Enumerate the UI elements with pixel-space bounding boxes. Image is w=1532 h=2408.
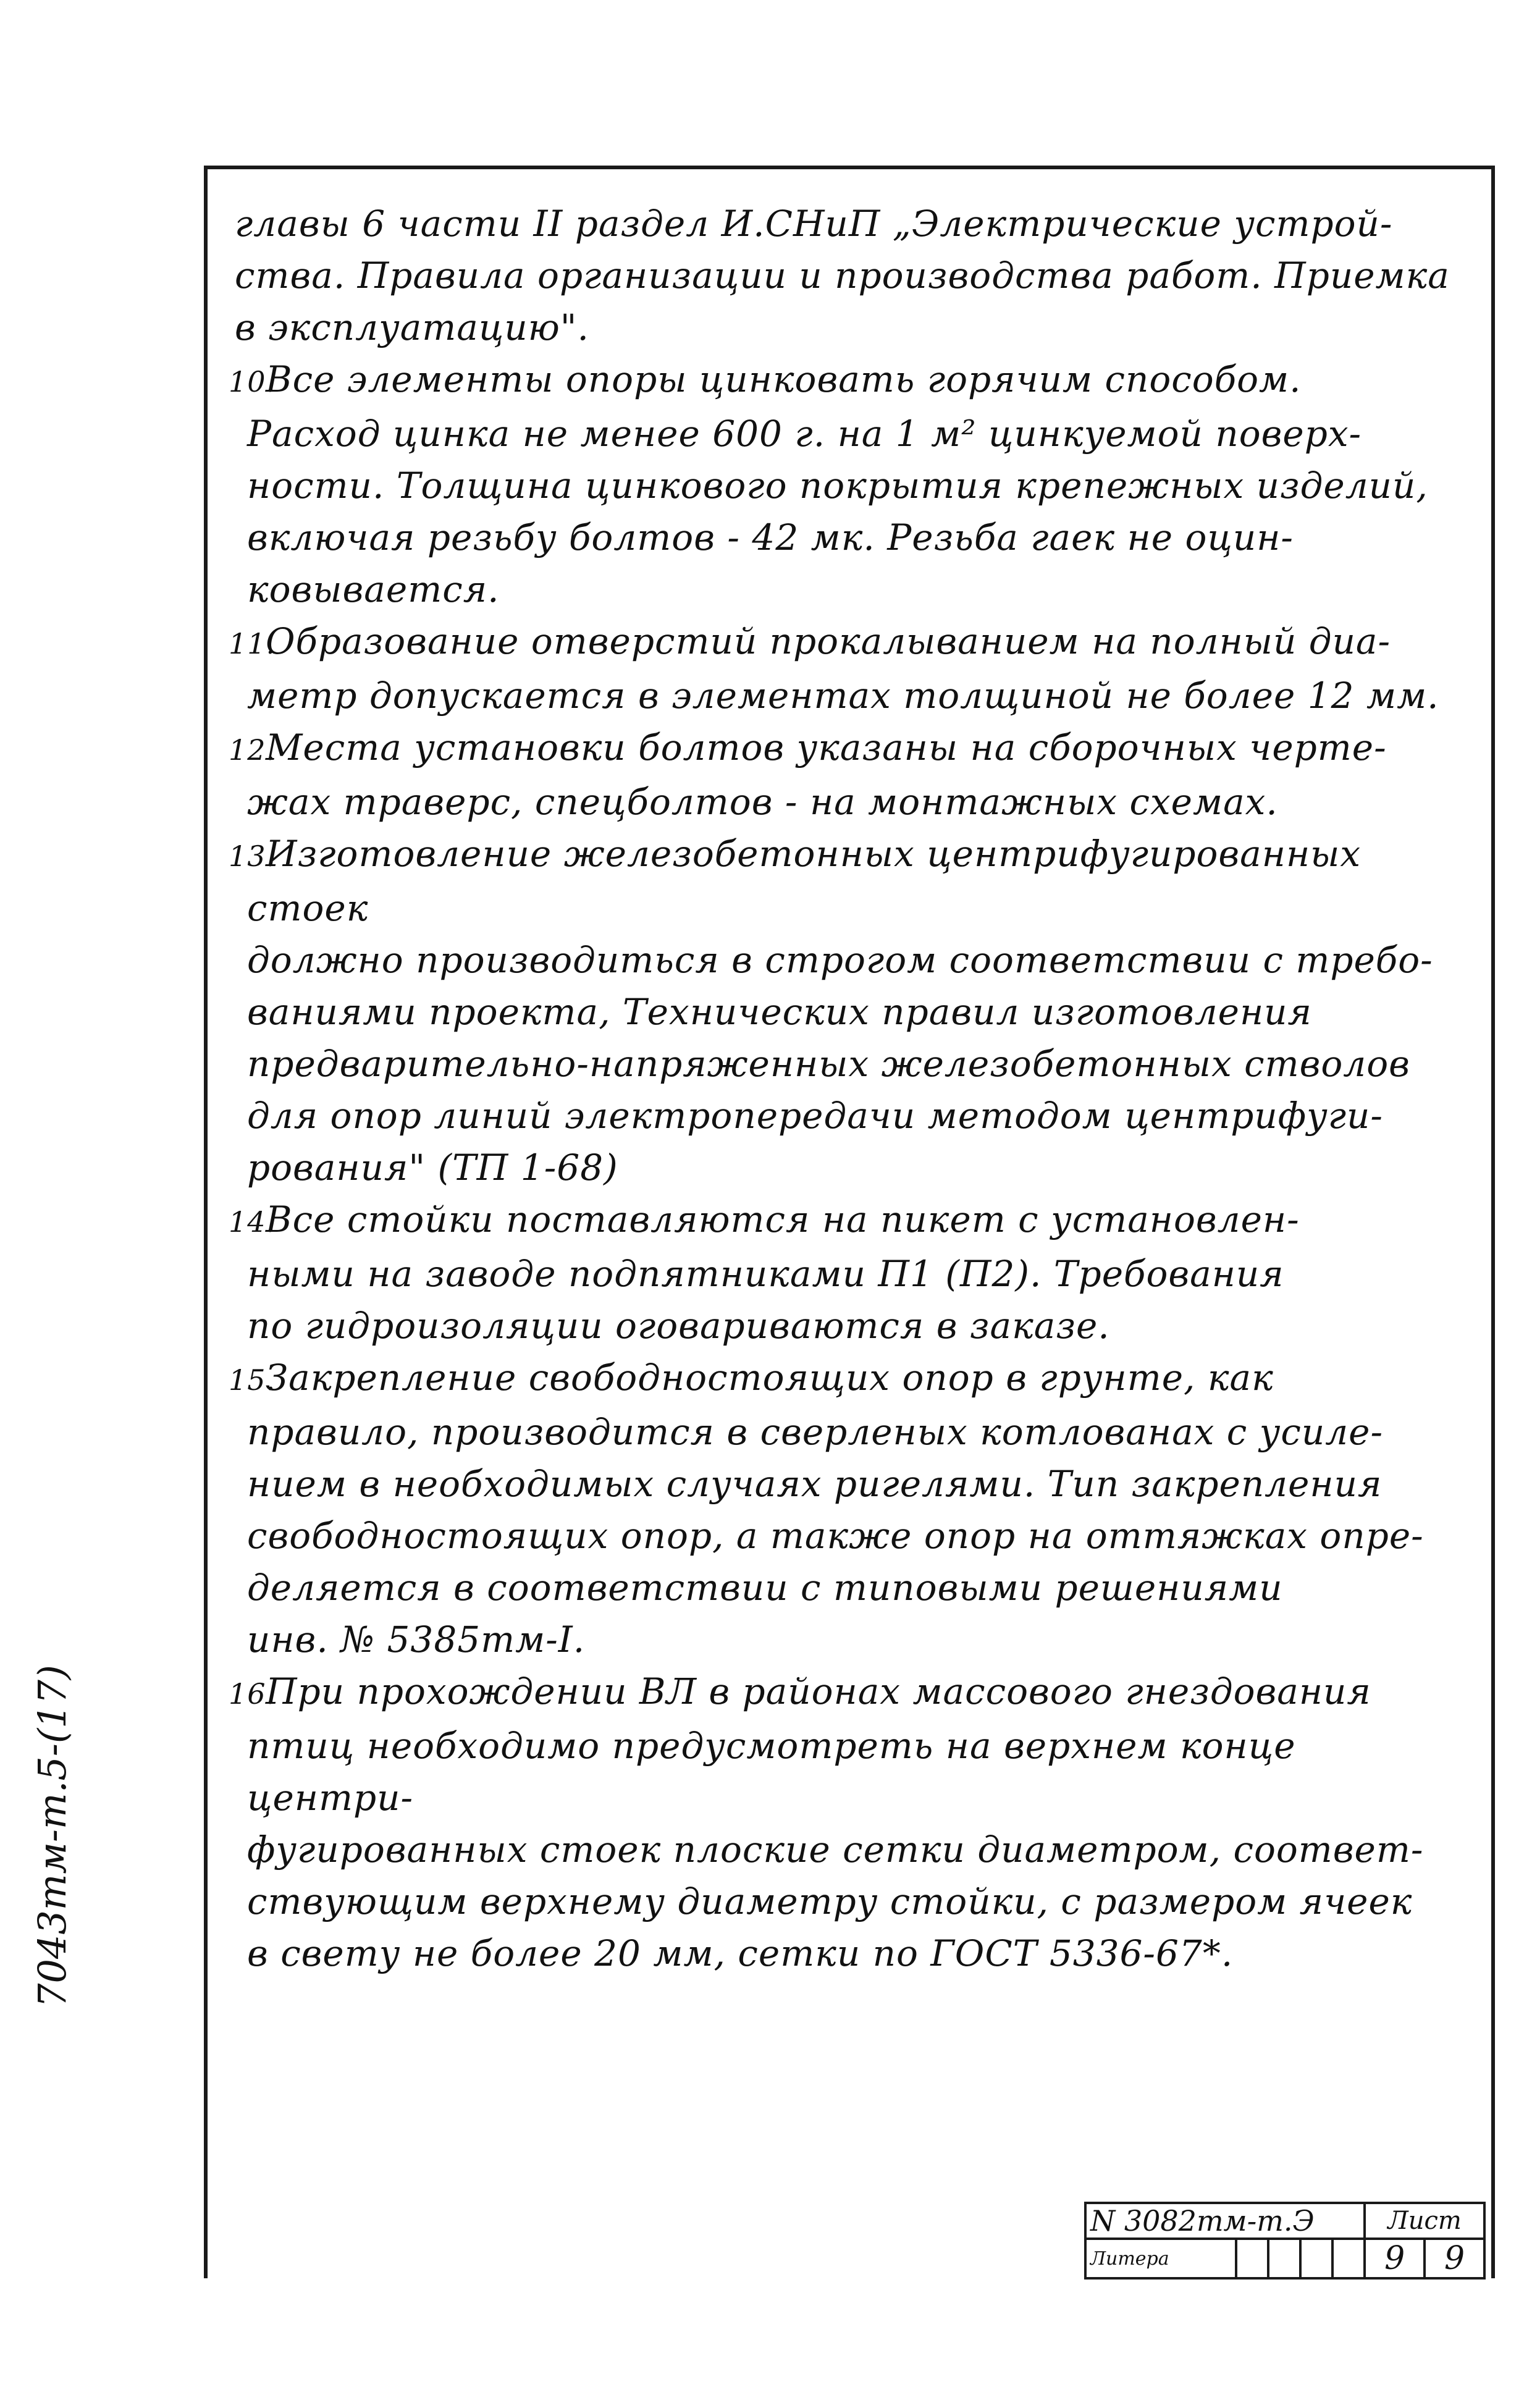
document-body [229,198,1470,1979]
item-number: 11. [229,627,276,660]
litera-cell [1300,2239,1332,2278]
list-item [229,1352,1470,1665]
item-number: 12. [229,733,276,767]
item-number: 16. [229,1677,276,1711]
item-number: 15. [229,1363,276,1397]
item-number: 10. [229,365,276,398]
list-item [229,353,1470,615]
item-number: 13. [229,840,276,873]
sheet-label: Лист [1365,2203,1484,2239]
item-text: Закрепление свободностоящих опор в грунте, как правило, производится в сверленых котлованах с усиле- нием в необходимых случаях ригелями. Тип закрепления свободностоящих опор, а также опор на оттяжках опре- деляется в соответствии с типовыми решениями инв. № 5385тм-I. [247,1357,1424,1661]
list-item [229,828,1470,1193]
list-item [229,1193,1470,1352]
litera-label: Литера [1085,2239,1236,2278]
item-text: Все элементы опоры цинковать горячим способом. Расход цинка не менее 600 г. на 1 м² цинкуемой поверх- ности. Толщина цинкового покрытия крепежных изделий, включая резьбу болтов - 42 мк. Резьба гаек не оцин- ковывается. [247,358,1428,610]
list-item [229,1665,1470,1979]
sheet-total: 9 [1425,2239,1484,2278]
item-text: При прохождении ВЛ в районах массового гнездования птиц необходимо предусмотреть на верхнем конце центри- фугированных стоек плоские сетки диаметром, соответ- ствующим верхнему диаметру стойки, с размером ячеек в свету не более 20 мм, сетки по ГОСТ 5336-67*. [247,1670,1424,1974]
intro-paragraph: главы 6 части II раздел И.СНиП „Электрические устрой- ства. Правила организации и производства работ. Приемка в эксплуатацию". [235,203,1450,348]
litera-cell [1236,2239,1268,2278]
doc-number: N 3082тм-т.Э [1085,2203,1365,2239]
item-text: Все стойки поставляются на пикет с установлен- ными на заводе подпятниками П1 (П2). Требования по гидроизоляции оговариваются в заказе. [247,1198,1300,1347]
title-block-stamp [1084,2202,1486,2278]
item-text: Изготовление железобетонных центрифугированных стоек должно производиться в строгом соответствии с требо- ваниями проекта, Технических правил изготовления предварительно-напряженных железобетонных стволов для опор линий электропередачи методом центрифуги- рования" (ТП 1-68) [247,833,1433,1189]
sheet-number: 9 [1365,2239,1425,2278]
item-text: Места установки болтов указаны на сборочных черте- жах траверс, спецболтов - на монтажных схемах. [247,726,1387,823]
side-inventory-note: 7043тм-т.5-(17) [30,1664,75,2008]
litera-cell [1332,2239,1365,2278]
item-number: 14. [229,1205,276,1239]
list-item [229,722,1470,828]
item-text: Образование отверстий прокалыванием на полный диа- метр допускается в элементах толщиной не более 12 мм. [247,620,1439,717]
litera-cell [1268,2239,1300,2278]
list-item [229,615,1470,722]
